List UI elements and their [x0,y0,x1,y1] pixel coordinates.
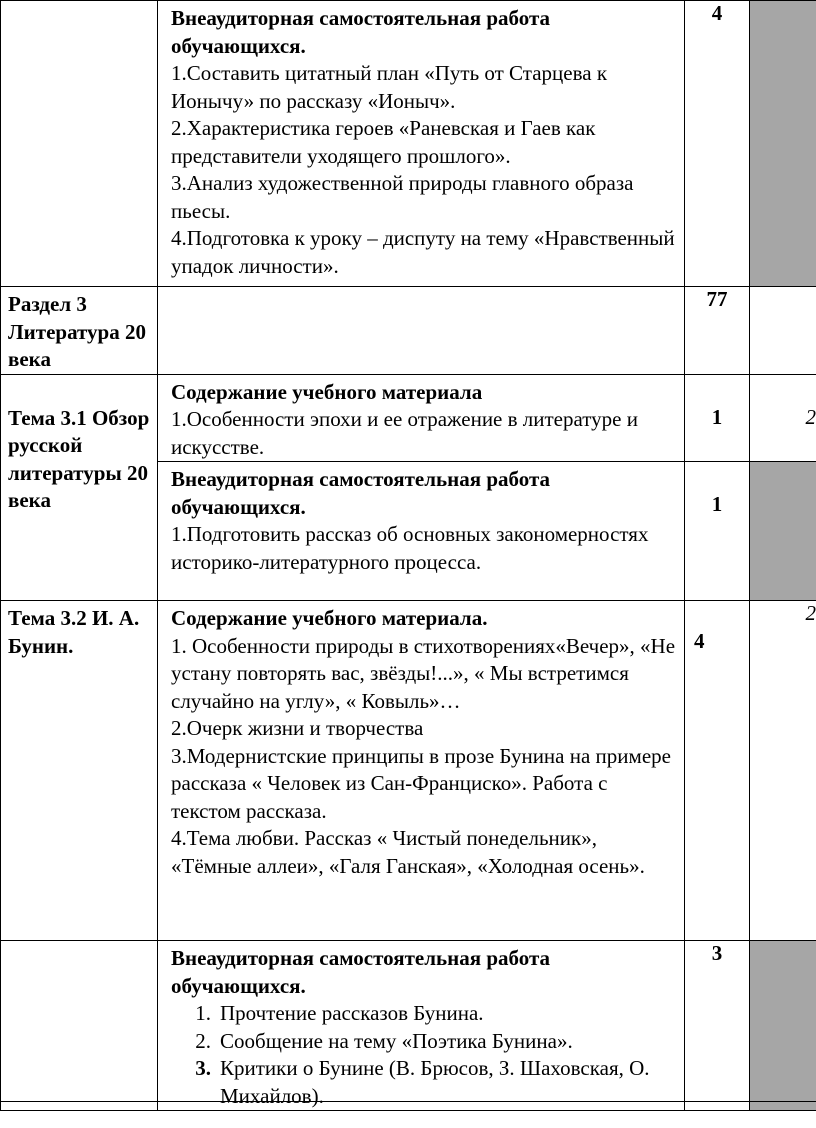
level-cell [750,287,816,375]
level-cell-shaded [750,1,816,287]
content-item: 1.Особенности эпохи и ее отражение в литературе и искусстве. [171,407,638,459]
content-cell [158,601,685,941]
level-cell-shaded [750,462,816,601]
content-heading: Внеаудиторная самостоятельная работа обучающихся. [171,467,551,519]
content-item: 1. Особенности природы в стихотворениях«Вечер», «Не устану повторять вас, звёзды!...», « Мы встретимся случайно на углу», « Ковыль»… [171,633,676,713]
content-item: 2.Характеристика героев «Раневская и Гаев как представители уходящего прошлого». [171,116,596,168]
list-item-text: Прочтение рассказов Бунина. [220,1001,484,1025]
table-row [1,374,816,462]
hours-cell: 3 [685,941,750,1111]
content-item: 4.Подготовка к уроку – диспуту на тему «Нравственный упадок личности». [171,226,675,278]
table-row [1,1,816,287]
level-cell: 2 [750,374,816,462]
numbered-list [171,1000,678,1110]
list-item-text: Критики о Бунине (В. Брюсов, З. Шаховская, О. Михайлов). [220,1056,650,1108]
section-cell: Тема 3.1 Обзор русской литературы 20 века [1,374,158,601]
hours-cell: 77 [685,287,750,375]
section-cell: Тема 3.2 И. А. Бунин. [1,601,158,941]
section-cell: Раздел 3 Литература 20 века [1,287,158,375]
table-row [1,287,816,375]
hours-cell: 1 [685,462,750,601]
content-item: 3.Модернистские принципы в прозе Бунина на примере рассказа « Человек из Сан-Франциско». Работа с текстом рассказа. [171,743,671,823]
content-item: 3.Анализ художественной природы главного образа пьесы. [171,171,634,223]
level-cell: 2 [750,601,816,941]
hours-cell: 1 [685,374,750,462]
table-bottom-border [0,1101,816,1102]
content-item: 1.Подготовить рассказ об основных закономерностях историко-литературного процесса. [171,522,649,574]
list-item-text: Сообщение на тему «Поэтика Бунина». [220,1028,573,1053]
level-cell-shaded [750,941,816,1111]
list-item-number: 2. [195,1028,211,1053]
content-heading: Внеаудиторная самостоятельная работа обучающихся. [171,946,551,998]
list-item-number: 3. [195,1056,211,1080]
hours-cell: 4 [685,1,750,287]
content-cell [158,1,685,287]
content-item: 4.Тема любви. Рассказ « Чистый понедельник», «Тёмные аллеи», «Галя Ганская», «Холодная осень». [171,826,645,878]
table-row [1,601,816,941]
list-item [171,1000,678,1028]
hours-cell: 4 [685,601,750,941]
list-item [171,1028,678,1056]
content-item: 1.Составить цитатный план «Путь от Старцева к Ионычу» по рассказу «Ионыч». [171,61,608,113]
content-cell [158,941,685,1111]
section-cell [1,1,158,287]
content-cell [158,462,685,601]
content-cell [158,287,685,375]
content-heading: Внеаудиторная самостоятельная работа обучающихся. [171,6,551,58]
content-item: 2.Очерк жизни и творчества [171,716,424,740]
list-item-number: 1. [195,1001,211,1025]
content-heading: Содержание учебного материала. [171,606,488,630]
content-cell [158,374,685,462]
section-cell [1,941,158,1111]
content-heading: Содержание учебного материала [171,379,483,404]
table-row [1,941,816,1111]
